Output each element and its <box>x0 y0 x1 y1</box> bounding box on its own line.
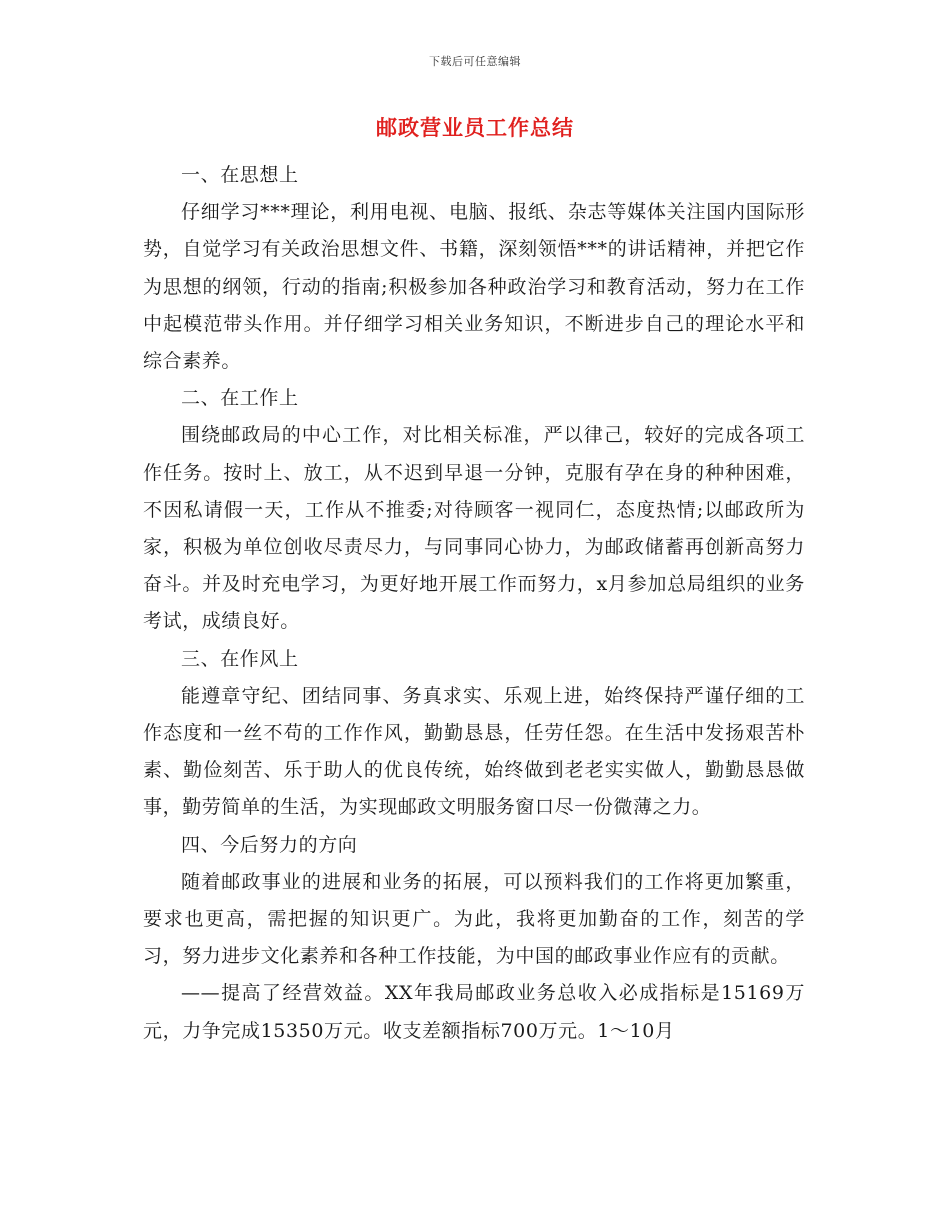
paragraph-style: 能遵章守纪、团结同事、务真求实、乐观上进，始终保持严谨仔细的工作态度和一丝不苟的工作作风，勤勤恳恳，任劳任怨。在生活中发扬艰苦朴素、勤俭刻苦、乐于助人的优良传统，始终做到老老实实做人，勤勤恳恳做事，勤劳简单的生活，为实现邮政文明服务窗口尽一份微薄之力。 <box>143 684 805 819</box>
section-heading-style: 三、在作风上 <box>181 647 299 670</box>
paragraph-thought: 仔细学习***理论，利用电视、电脑、报纸、杂志等媒体关注国内国际形势，自觉学习有关政治思想文件、书籍，深刻领悟***的讲话精神，并把它作为思想的纲领，行动的指南;积极参加各种政治学习和教育活动，努力在工作中起模范带头作用。并仔细学习相关业务知识，不断进步自己的理论水平和综合素养。 <box>143 201 805 373</box>
document-body <box>143 157 805 1050</box>
paragraph-future: 随着邮政事业的进展和业务的拓展，可以预料我们的工作将更加繁重，要求也更高，需把握的知识更广。为此，我将更加勤奋的工作，刻苦的学习，努力进步文化素养和各种工作技能，为中国的邮政事业作应有的贡献。 <box>143 870 805 968</box>
section-heading-work: 二、在工作上 <box>181 387 299 410</box>
paragraph-work: 围绕邮政局的中心工作，对比相关标准，严以律己，较好的完成各项工作任务。按时上、放工，从不迟到早退一分钟，克服有孕在身的种种困难，不因私请假一天，工作从不推委;对待顾客一视同仁，态度热情;以邮政所为家，积极为单位创收尽责尽力，与同事同心协力，为邮政储蓄再创新高努力奋斗。并及时充电学习，为更好地开展工作而努力，x月参加总局组织的业务考试，成绩良好。 <box>143 424 805 633</box>
section-heading-future: 四、今后努力的方向 <box>181 833 358 856</box>
document-title: 邮政营业员工作总结 <box>376 115 574 140</box>
paragraph-benefits: ——提高了经营效益。XX年我局邮政业务总收入必成指标是15169万元，力争完成15350万元。收支差额指标700万元。1～10月 <box>143 982 805 1042</box>
header-note: 下载后可任意编辑 <box>429 55 521 68</box>
section-heading-thought: 一、在思想上 <box>181 164 299 186</box>
